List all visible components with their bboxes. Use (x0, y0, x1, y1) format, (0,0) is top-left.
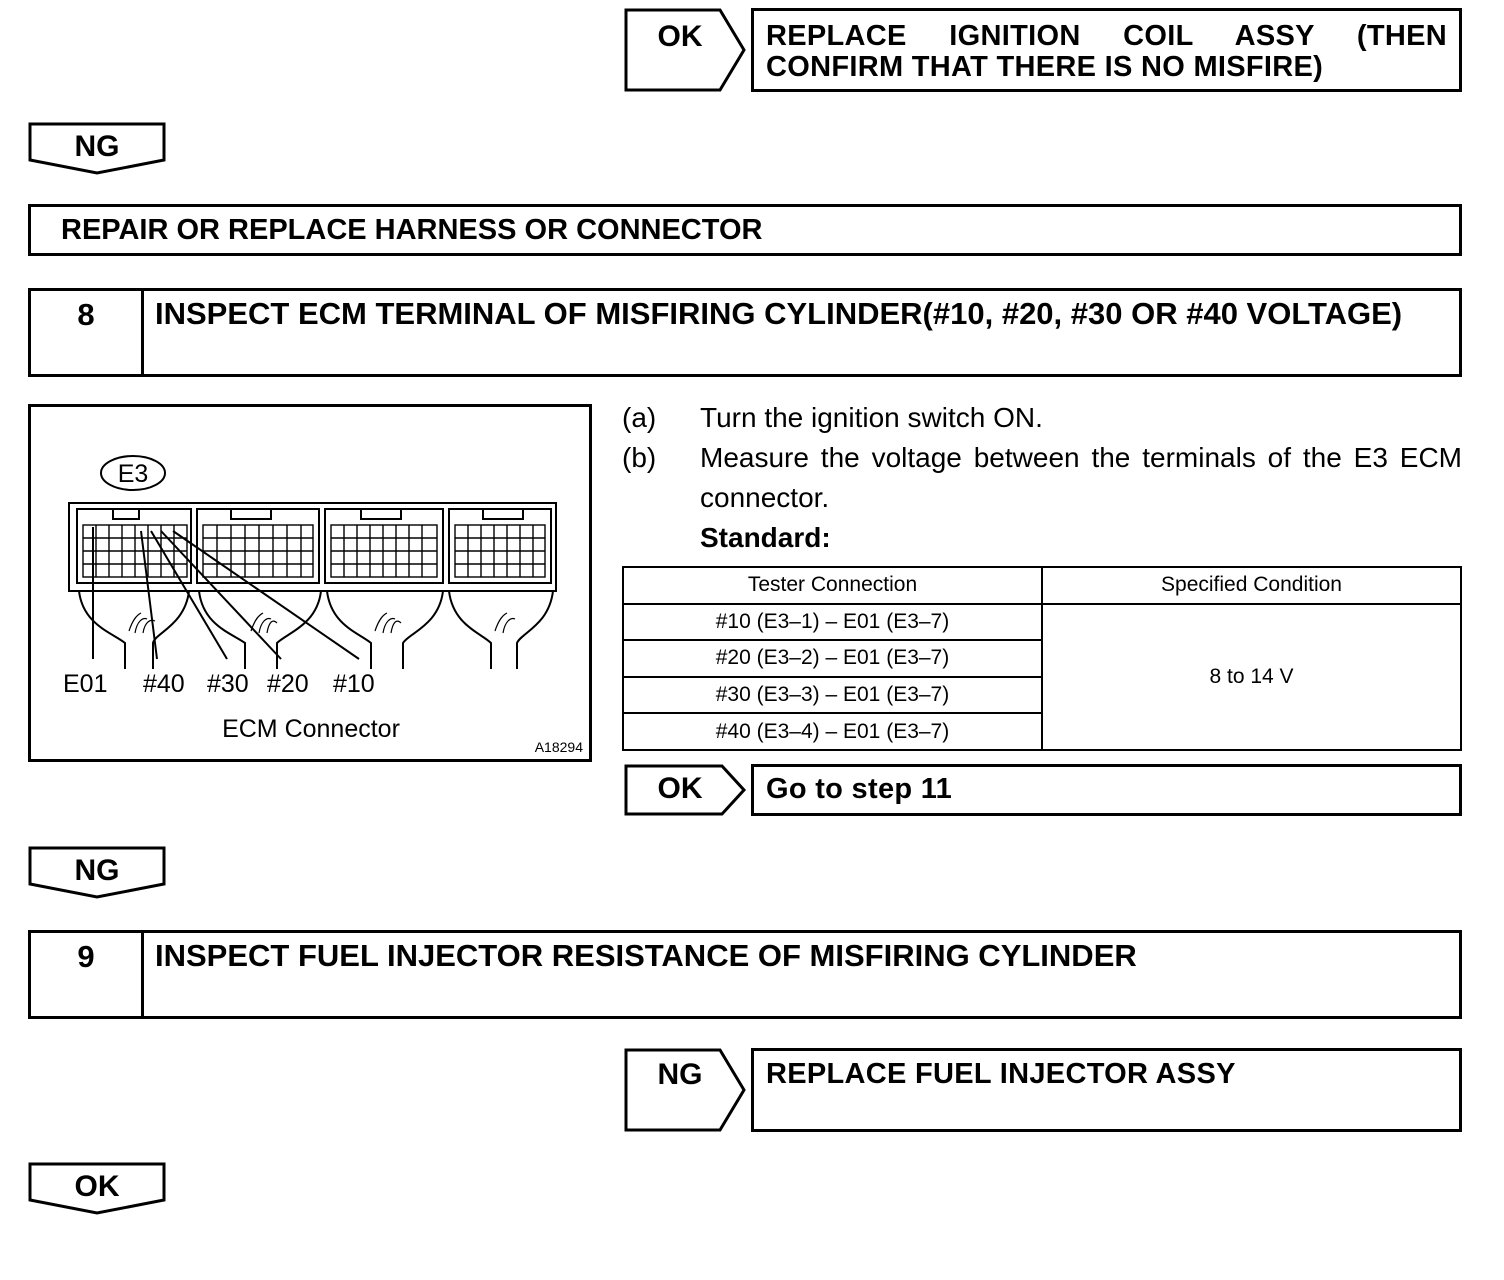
spec-table-wrapper (622, 566, 1462, 751)
standard-label: Standard: (700, 522, 831, 553)
ok-arrow-step-8 (624, 764, 748, 816)
spec-cell-connection-1: #10 (E3–1) – E01 (E3–7) (623, 604, 1042, 641)
result-box-replace-fuel-injector (751, 1048, 1462, 1132)
spec-cell-connection-3: #30 (E3–3) – E01 (E3–7) (623, 677, 1042, 714)
result-text-replace-ignition-coil: REPLACE IGNITION COIL ASSY (THEN CONFIRM THAT THERE IS NO MISFIRE) (766, 20, 1447, 83)
instruction-a-text: Turn the ignition switch ON. (700, 402, 1043, 433)
ok-arrow-final (28, 1162, 166, 1216)
step-9-number: 9 (31, 933, 144, 1016)
step-8-number: 8 (31, 291, 144, 374)
result-text-replace-fuel-injector: REPLACE FUEL INJECTOR ASSY (766, 1058, 1236, 1090)
spec-table (622, 566, 1462, 751)
repair-harness-text: REPAIR OR REPLACE HARNESS OR CONNECTOR (61, 214, 763, 246)
instruction-a (622, 398, 1462, 438)
step-9-title: INSPECT FUEL INJECTOR RESISTANCE OF MISFIRING CYLINDER (155, 938, 1137, 973)
instruction-a-label: (a) (622, 402, 657, 433)
table-row (623, 604, 1461, 641)
ok-arrow-step-8-label: OK (657, 772, 703, 805)
spec-cell-condition: 8 to 14 V (1042, 604, 1461, 750)
result-box-go-to-step-11 (751, 764, 1462, 816)
terminal-label-20: #20 (267, 670, 309, 698)
ng-arrow-1-label: NG (74, 130, 120, 163)
spec-cell-connection-2: #20 (E3–2) – E01 (E3–7) (623, 640, 1042, 677)
ecm-connector-figure (28, 404, 592, 762)
figure-id: A18294 (534, 739, 583, 755)
ng-arrow-1 (28, 122, 166, 176)
step-8-title: INSPECT ECM TERMINAL OF MISFIRING CYLINDER(#10, #20, #30 OR #40 VOLTAGE) (155, 296, 1403, 331)
terminal-label-40: #40 (143, 670, 185, 698)
repair-harness-box (28, 204, 1462, 256)
ecm-connector-drawing (31, 407, 589, 759)
result-text-go-to-step-11: Go to step 11 (766, 773, 952, 805)
step-9-header (28, 930, 1462, 1019)
ok-arrow-top (624, 8, 748, 92)
result-box-replace-ignition-coil (751, 8, 1462, 92)
ng-arrow-2-label: NG (74, 854, 120, 887)
connector-tag-e3: E3 (117, 460, 149, 488)
instruction-b-text: Measure the voltage between the terminals of the E3 ECM connector. (700, 442, 1462, 513)
ok-arrow-top-label: OK (657, 20, 703, 53)
terminal-label-10: #10 (333, 670, 375, 698)
step-8-header (28, 288, 1462, 377)
ng-arrow-step-9-label: NG (657, 1058, 703, 1091)
instruction-b-label: (b) (622, 442, 657, 473)
spec-header-specified-condition: Specified Condition (1042, 567, 1461, 604)
figure-caption: ECM Connector (222, 715, 400, 743)
ok-arrow-final-label: OK (74, 1170, 120, 1203)
terminal-label-e01: E01 (63, 670, 108, 698)
spec-table-header-row (623, 567, 1461, 604)
spec-cell-connection-4: #40 (E3–4) – E01 (E3–7) (623, 713, 1042, 750)
terminal-label-30: #30 (207, 670, 249, 698)
ng-arrow-2 (28, 846, 166, 900)
instruction-b (622, 438, 1462, 518)
spec-header-tester-connection: Tester Connection (623, 567, 1042, 604)
ng-arrow-step-9 (624, 1048, 748, 1132)
